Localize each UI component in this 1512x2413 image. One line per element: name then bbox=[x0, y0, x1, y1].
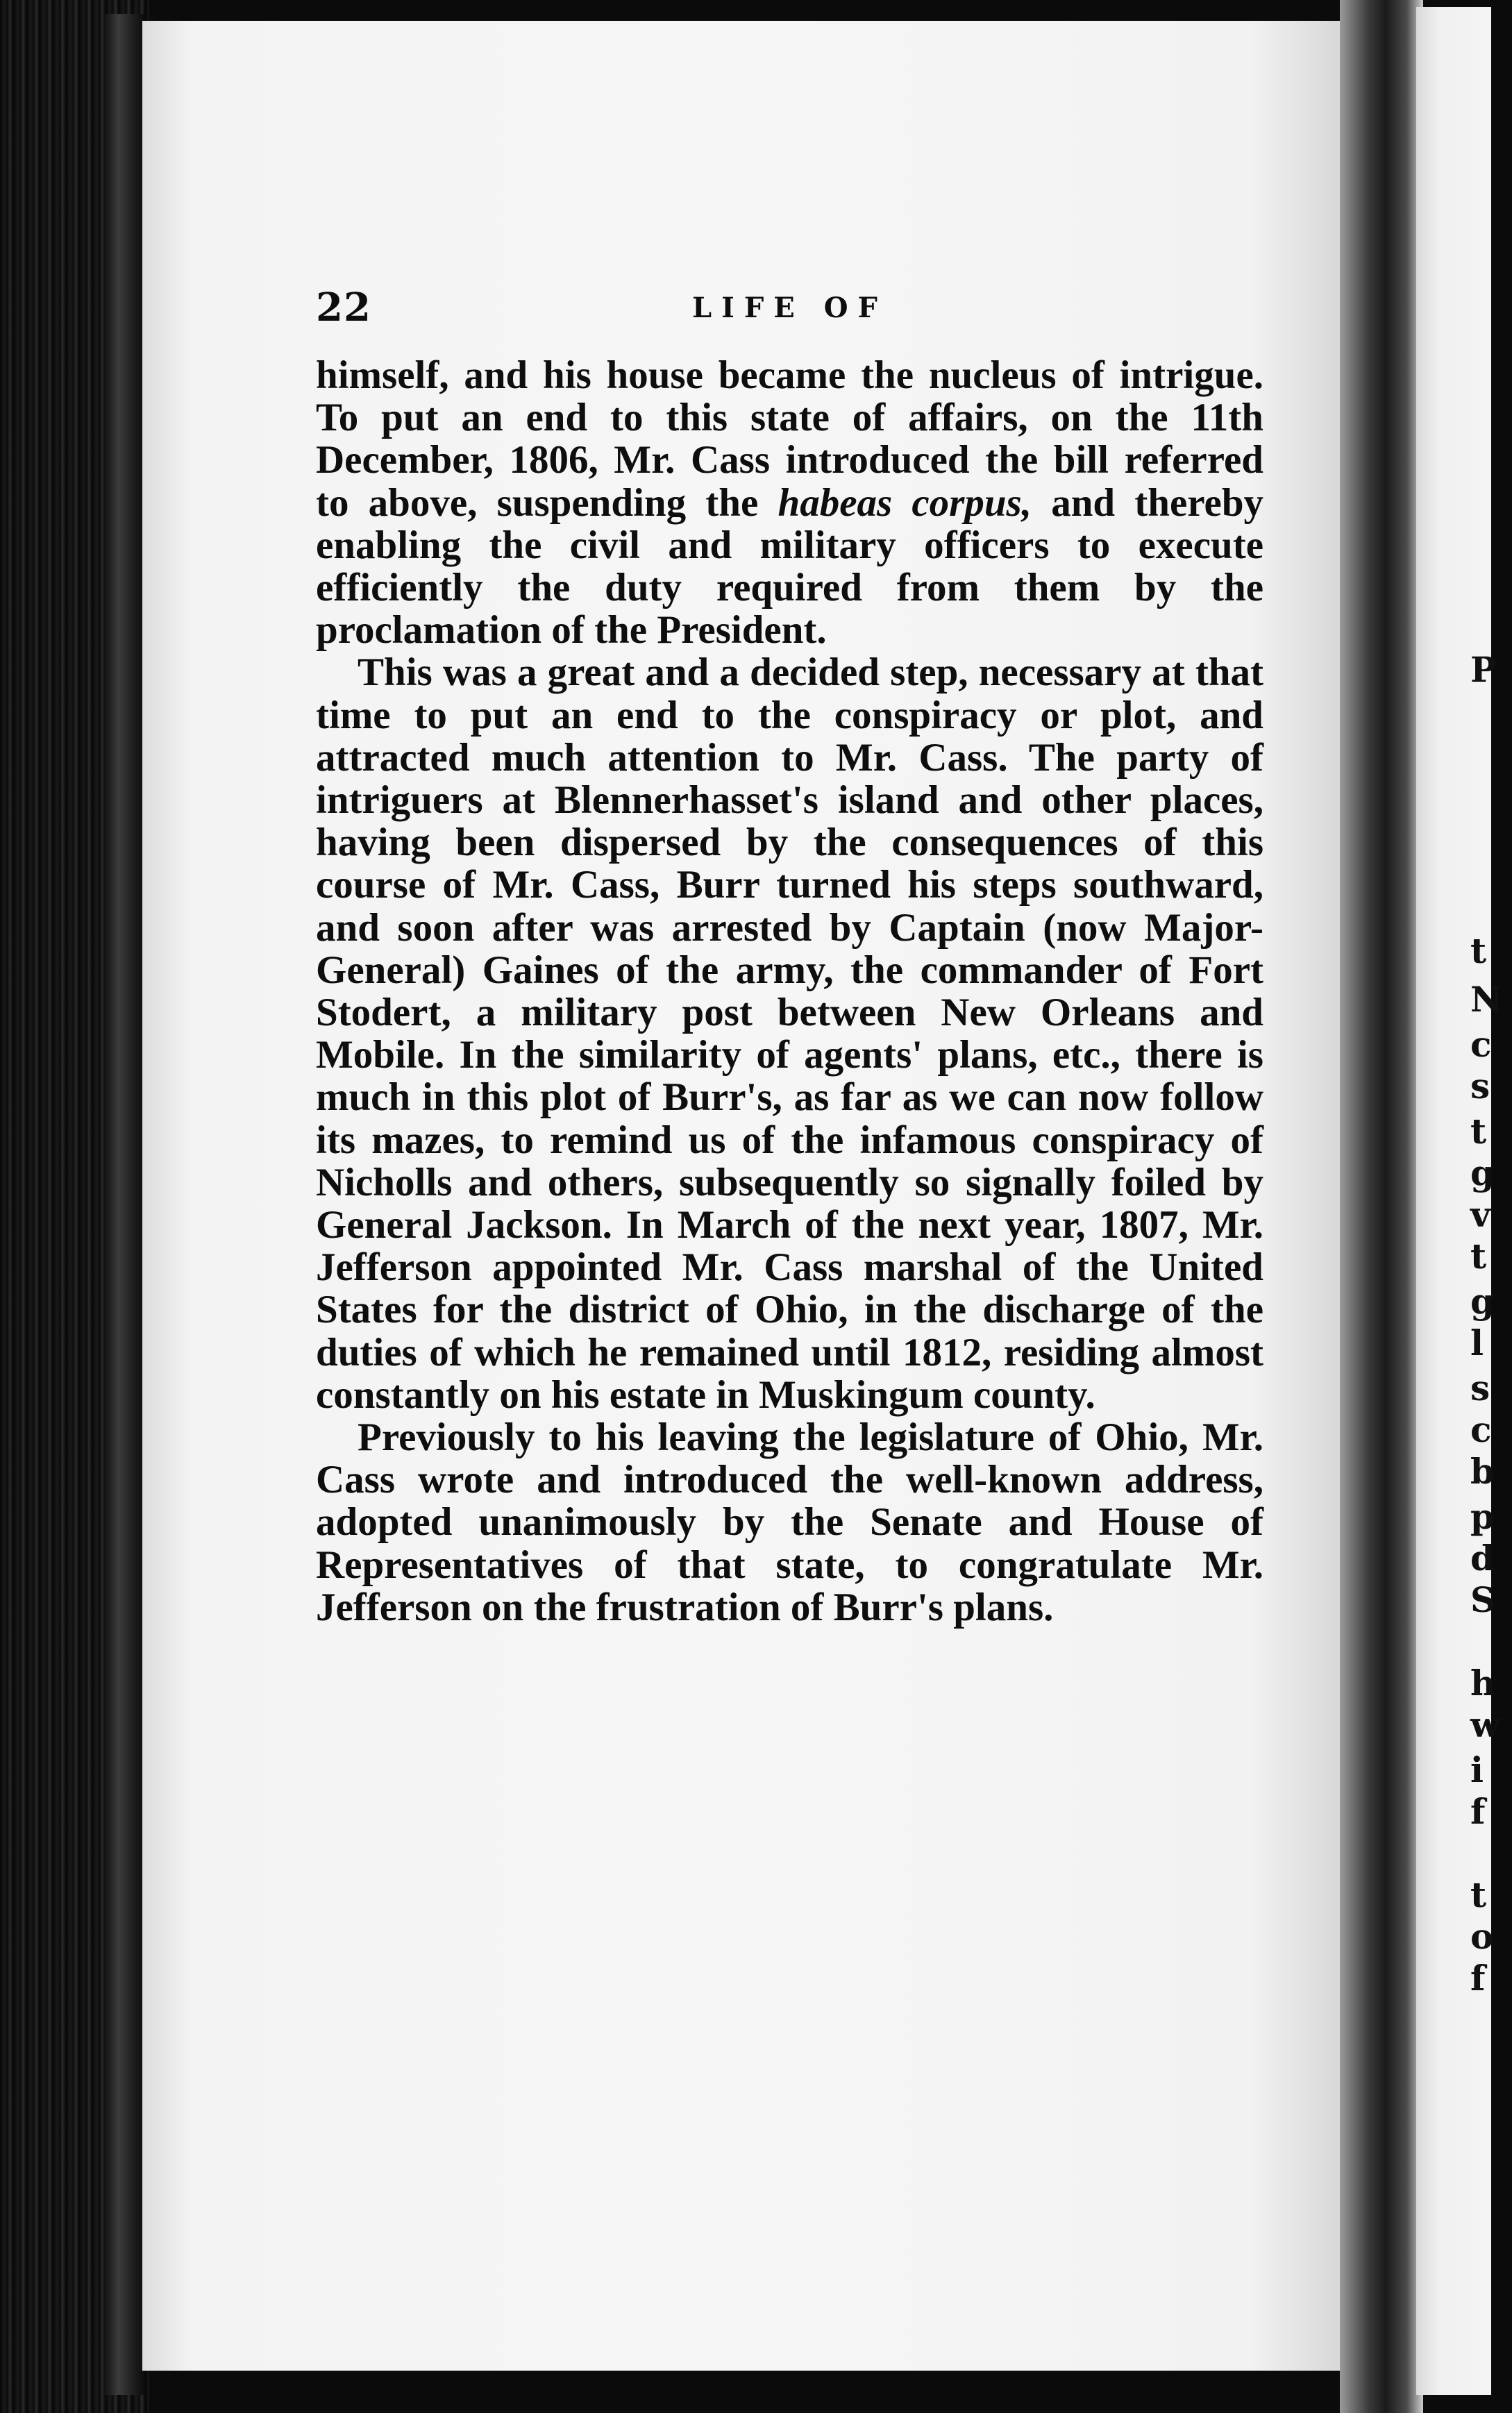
facing-page-fragment: t bbox=[1470, 1874, 1487, 1915]
running-head bbox=[316, 285, 1263, 340]
facing-page-fragment: f bbox=[1470, 1791, 1486, 1832]
facing-page-fragment: f bbox=[1470, 1958, 1486, 1999]
facing-page-fragment: g bbox=[1470, 1281, 1495, 1322]
facing-page-fragment: c bbox=[1470, 1024, 1492, 1065]
running-head-title: LIFE OF bbox=[692, 292, 887, 324]
facing-page bbox=[1416, 7, 1502, 2395]
paragraph-1-italic: habeas corpus, bbox=[778, 480, 1032, 525]
facing-page-fragment: t bbox=[1470, 1111, 1487, 1152]
paragraph-1-text-end: and thereby enabling the civil and military officers to execute efficiently the duty required from them by the proclamation of the President. bbox=[316, 480, 1264, 653]
facing-page-fragment: i bbox=[1470, 1749, 1484, 1790]
facing-page-fragment: s bbox=[1470, 1368, 1490, 1409]
facing-page-fragment: w bbox=[1470, 1704, 1501, 1745]
facing-page-fragment: b bbox=[1470, 1451, 1495, 1492]
page-number: 22 bbox=[316, 285, 371, 330]
facing-page-fragment: S bbox=[1470, 1579, 1496, 1620]
facing-page-fragment: o bbox=[1470, 1916, 1494, 1957]
facing-page-fragment: c bbox=[1470, 1409, 1492, 1450]
page-gutter-shadow bbox=[1340, 0, 1423, 2413]
facing-page-fragment: p bbox=[1470, 1496, 1495, 1537]
facing-page-fragment: t bbox=[1470, 1236, 1487, 1277]
facing-page-fragment: l bbox=[1470, 1322, 1484, 1363]
facing-page-fragment: P bbox=[1470, 649, 1497, 690]
page-block-edge bbox=[104, 14, 146, 2395]
facing-page-fragment: h bbox=[1470, 1663, 1496, 1704]
paragraph-1 bbox=[316, 354, 1263, 651]
facing-page-fragment: s bbox=[1470, 1066, 1490, 1107]
facing-page-fragment: d bbox=[1470, 1538, 1495, 1579]
paragraph-1-text: himself, and his house became the nucleus of intrigue. To put an end to this state of affairs, on the 11th December, 1806, Mr. Cass introduced the bill referred to above, suspending the bbox=[316, 353, 1263, 525]
facing-page-fragment: t bbox=[1470, 930, 1487, 971]
paragraph-2: This was a great and a decided step, necessary at that time to put an end to the conspiracy or plot, and attracted much attention to Mr. Cass. The party of intriguers at Blennerhasset's island and other places, having been dispersed by the consequences of this course of Mr. Cass, Burr turned his steps southward, and soon after was arrested by Captain (now Major-General) Gaines of the army, the commander of Fort Stodert, a military post between New Orleans and Mobile. In the similarity of agents' plans, etc., there is much in this plot of Burr's, as far as we can now follow its mazes, to remind us of the infamous conspiracy of Nicholls and others, subsequently so signally foiled by General Jackson. In March of the next year, 1807, Mr. Jefferson appointed Mr. Cass marshal of the United States for the district of Ohio, in the discharge of the duties of which he remained until 1812, residing almost constantly on his estate in Muskingum county. bbox=[316, 650, 1263, 1417]
paragraph-3: Previously to his leaving the legislature of Ohio, Mr. Cass wrote and introduced the well-known address, adopted unanimously by the Senate and House of Representatives of that state, to congratulate Mr. Jefferson on the frustration of Burr's plans. bbox=[316, 1415, 1263, 1629]
body-text bbox=[316, 354, 1263, 1629]
facing-page-fragment: v bbox=[1470, 1194, 1491, 1235]
facing-page-fragment: g bbox=[1470, 1152, 1495, 1193]
facing-page-fragment: N bbox=[1470, 979, 1502, 1020]
